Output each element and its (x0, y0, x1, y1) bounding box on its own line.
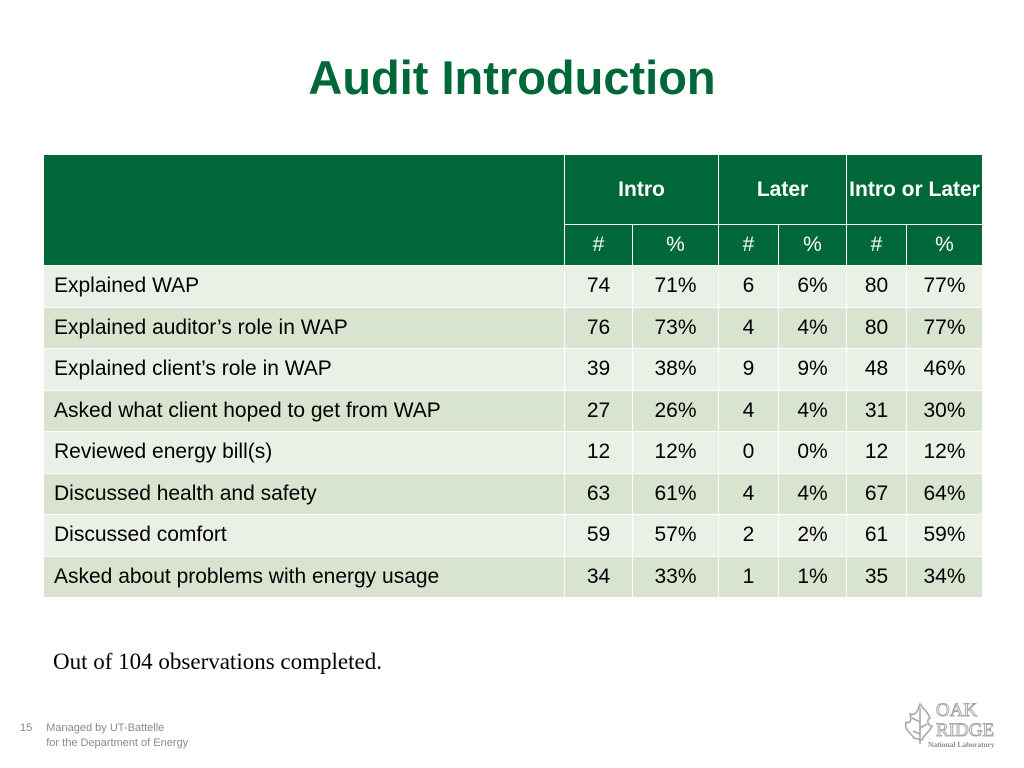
count-cell: 1 (719, 556, 779, 598)
count-cell: 74 (565, 266, 633, 308)
row-label: Asked what client hoped to get from WAP (44, 390, 565, 432)
row-label: Reviewed energy bill(s) (44, 432, 565, 474)
count-cell: 4 (719, 473, 779, 515)
row-label: Discussed comfort (44, 515, 565, 557)
count-cell: 34 (565, 556, 633, 598)
table-row (44, 473, 983, 515)
count-cell: 9 (719, 349, 779, 391)
percent-cell: 12% (907, 432, 983, 474)
row-label: Discussed health and safety (44, 473, 565, 515)
row-label: Explained auditor’s role in WAP (44, 307, 565, 349)
table-corner-cell (44, 155, 565, 266)
percent-cell: 4% (779, 307, 847, 349)
table-body (44, 266, 983, 598)
percent-cell: 64% (907, 473, 983, 515)
group-header-intro: Intro (565, 155, 719, 225)
count-cell: 80 (847, 266, 907, 308)
count-cell: 4 (719, 390, 779, 432)
percent-cell: 12% (633, 432, 719, 474)
percent-cell: 46% (907, 349, 983, 391)
row-label: Explained WAP (44, 266, 565, 308)
percent-cell: 2% (779, 515, 847, 557)
percent-cell: 30% (907, 390, 983, 432)
percent-cell: 33% (633, 556, 719, 598)
oak-ridge-logo (900, 696, 1010, 750)
slide-footer (20, 721, 188, 751)
count-cell: 27 (565, 390, 633, 432)
count-cell: 76 (565, 307, 633, 349)
logo-word-oak: OAK (936, 700, 978, 721)
logo-word-ridge: RIDGE (936, 720, 995, 741)
count-cell: 4 (719, 307, 779, 349)
table-row (44, 556, 983, 598)
count-cell: 35 (847, 556, 907, 598)
sub-header-count: # (565, 225, 633, 266)
table-row (44, 307, 983, 349)
table-row (44, 515, 983, 557)
group-header-intro-or-later: Intro or Later (847, 155, 983, 225)
percent-cell: 57% (633, 515, 719, 557)
count-cell: 59 (565, 515, 633, 557)
sub-header-percent: % (779, 225, 847, 266)
sub-header-percent: % (633, 225, 719, 266)
percent-cell: 77% (907, 266, 983, 308)
count-cell: 12 (847, 432, 907, 474)
percent-cell: 9% (779, 349, 847, 391)
count-cell: 39 (565, 349, 633, 391)
observation-note: Out of 104 observations completed. (53, 649, 382, 674)
percent-cell: 26% (633, 390, 719, 432)
count-cell: 63 (565, 473, 633, 515)
count-cell: 6 (719, 266, 779, 308)
audit-table (43, 154, 983, 598)
count-cell: 31 (847, 390, 907, 432)
percent-cell: 38% (633, 349, 719, 391)
percent-cell: 71% (633, 266, 719, 308)
sub-header-count: # (847, 225, 907, 266)
count-cell: 2 (719, 515, 779, 557)
table-row (44, 432, 983, 474)
footer-line-managed: Managed by UT-Battelle (46, 722, 165, 734)
table-row (44, 390, 983, 432)
count-cell: 80 (847, 307, 907, 349)
percent-cell: 73% (633, 307, 719, 349)
page-number: 15 (20, 722, 33, 734)
count-cell: 0 (719, 432, 779, 474)
percent-cell: 34% (907, 556, 983, 598)
percent-cell: 4% (779, 473, 847, 515)
percent-cell: 1% (779, 556, 847, 598)
sub-header-percent: % (907, 225, 983, 266)
group-header-later: Later (719, 155, 847, 225)
count-cell: 67 (847, 473, 907, 515)
slide-title: Audit Introduction (308, 51, 716, 104)
percent-cell: 77% (907, 307, 983, 349)
footer-line-department: for the Department of Energy (46, 737, 189, 749)
count-cell: 61 (847, 515, 907, 557)
leaf-icon (906, 704, 932, 744)
table-row (44, 349, 983, 391)
percent-cell: 61% (633, 473, 719, 515)
percent-cell: 0% (779, 432, 847, 474)
percent-cell: 6% (779, 266, 847, 308)
row-label: Explained client’s role in WAP (44, 349, 565, 391)
percent-cell: 59% (907, 515, 983, 557)
table-row (44, 266, 983, 308)
percent-cell: 4% (779, 390, 847, 432)
count-cell: 48 (847, 349, 907, 391)
logo-subtitle: National Laboratory (928, 740, 995, 749)
count-cell: 12 (565, 432, 633, 474)
row-label: Asked about problems with energy usage (44, 556, 565, 598)
sub-header-count: # (719, 225, 779, 266)
